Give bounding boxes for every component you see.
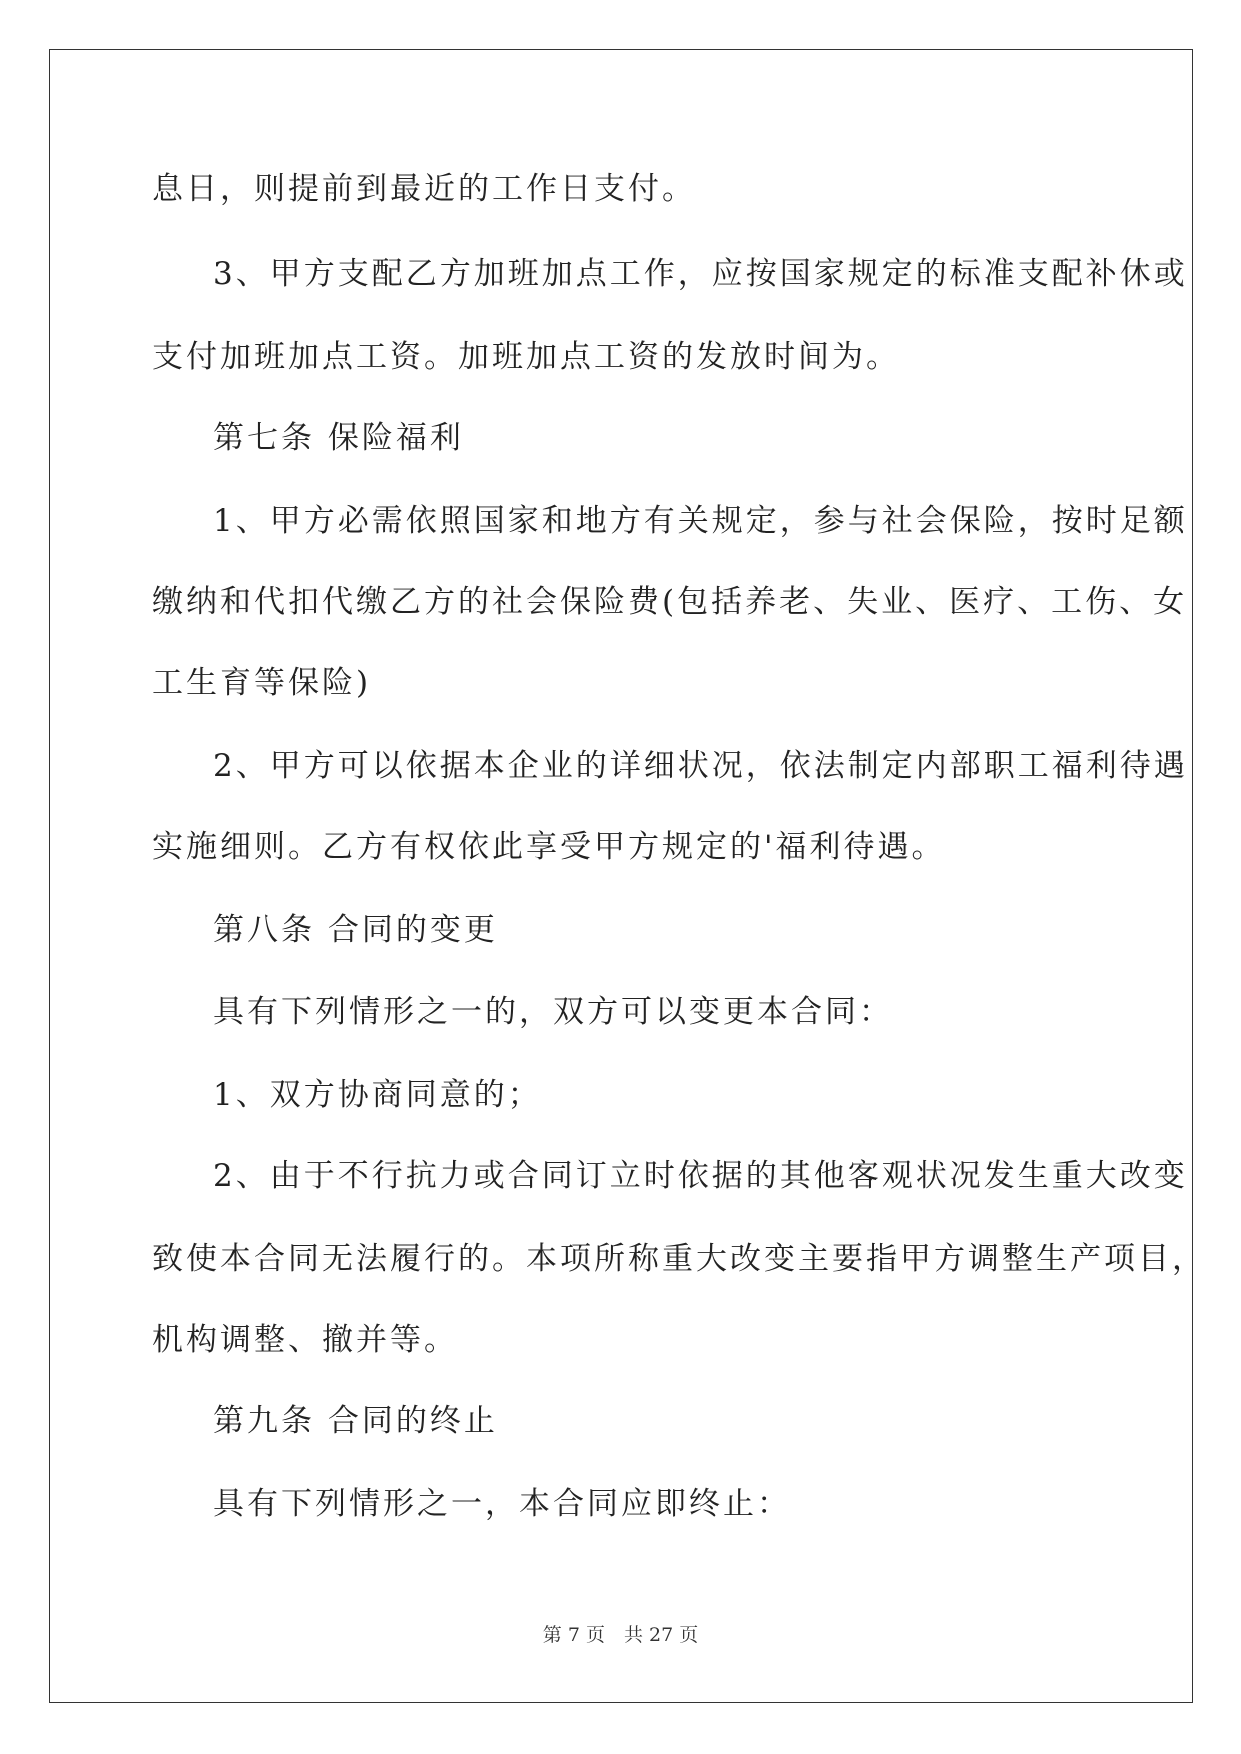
- text-line: 机构调整、撤并等。: [152, 1322, 458, 1358]
- text-line: 息日，则提前到最近的工作日支付。: [152, 171, 696, 207]
- text-line: 1、双方协商同意的；: [213, 1077, 542, 1113]
- page-border: [49, 49, 1193, 1703]
- section-heading: 第九条 合同的终止: [213, 1403, 498, 1439]
- text-line: 具有下列情形之一，本合同应即终止：: [213, 1486, 791, 1522]
- section-heading: 第七条 保险福利: [213, 420, 464, 456]
- text-line: 实施细则。乙方有权依此享受甲方规定的'福利待遇。: [152, 829, 946, 865]
- text-line: 2、由于不行抗力或合同订立时依据的其他客观状况发生重大改变: [213, 1158, 1188, 1194]
- text-line: 致使本合同无法履行的。本项所称重大改变主要指甲方调整生产项目，: [152, 1241, 1206, 1277]
- text-line: 具有下列情形之一的，双方可以变更本合同：: [213, 994, 893, 1030]
- text-line: 1、甲方必需依照国家和地方有关规定，参与社会保险，按时足额: [213, 503, 1188, 539]
- text-line: 工生育等保险): [152, 665, 372, 701]
- page-number-footer: 第 7 页 共 27 页: [542, 1624, 699, 1646]
- text-line: 支付加班加点工资。加班加点工资的发放时间为。: [152, 339, 900, 375]
- section-heading: 第八条 合同的变更: [213, 912, 498, 948]
- text-line: 2、甲方可以依据本企业的详细状况，依法制定内部职工福利待遇: [213, 748, 1188, 784]
- text-line: 缴纳和代扣代缴乙方的社会保险费(包括养老、失业、医疗、工伤、女: [152, 584, 1188, 620]
- text-line: 3、甲方支配乙方加班加点工作，应按国家规定的标准支配补休或: [213, 256, 1188, 292]
